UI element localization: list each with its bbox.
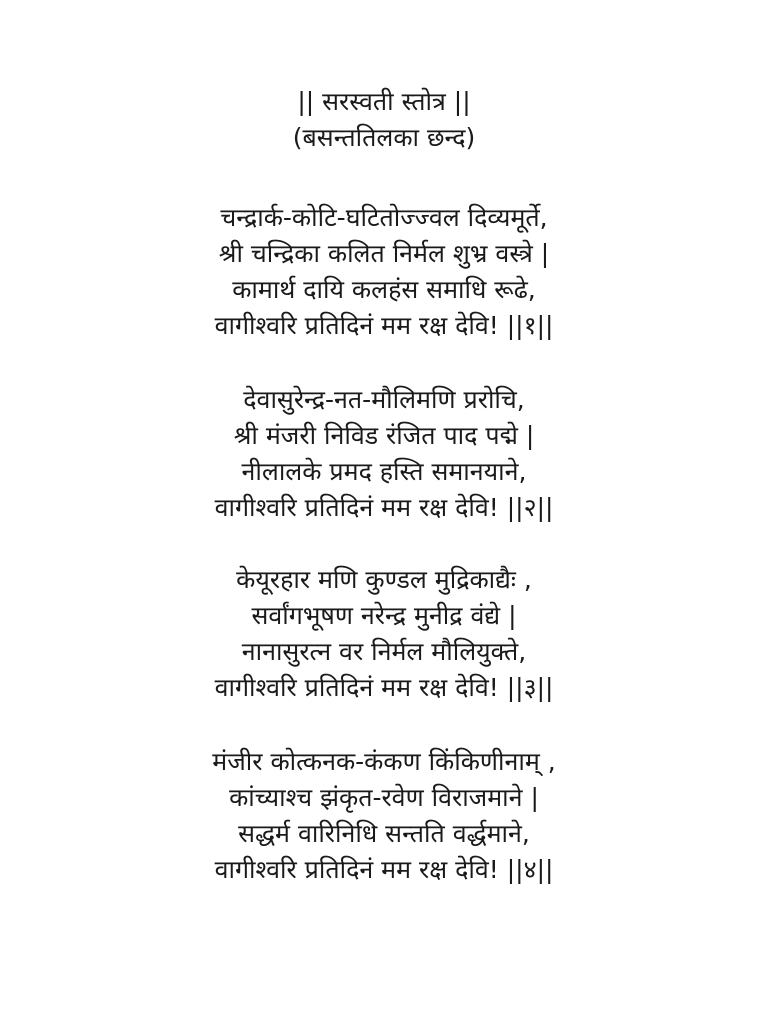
verse-line: श्री चन्द्रिका कलित निर्मल शुभ्र वस्त्रे | bbox=[218, 239, 550, 268]
verse-4 bbox=[0, 744, 768, 888]
title-block bbox=[0, 84, 768, 156]
verse-line: नीलालके प्रमद हस्ति समानयाने, bbox=[241, 457, 527, 486]
title-sub: (बसन्ततिलका छन्द) bbox=[292, 123, 476, 152]
verse-line: वागीश्वरि प्रतिदिनं मम रक्ष देवि! ||४|| bbox=[214, 855, 554, 884]
verse-line: कांच्याश्च झंकृत-रवेण विराजमाने | bbox=[229, 783, 539, 812]
verse-line: चन्द्रार्क-कोटि-घटितोज्ज्वल दिव्यमूर्ते, bbox=[220, 203, 548, 232]
verse-line: वागीश्वरि प्रतिदिनं मम रक्ष देवि! ||२|| bbox=[214, 493, 554, 522]
verse-1 bbox=[0, 200, 768, 344]
verse-3 bbox=[0, 562, 768, 706]
verse-line: सर्वांगभूषण नरेन्द्र मुनीद्र वंद्ये | bbox=[251, 601, 517, 630]
verse-line: कामार्थ दायि कलहंस समाधि रूढे, bbox=[232, 275, 536, 304]
verse-line: देवासुरेन्द्र-नत-मौलिमणि प्ररोचि, bbox=[243, 385, 525, 414]
verse-line: वागीश्वरि प्रतिदिनं मम रक्ष देवि! ||१|| bbox=[214, 311, 554, 340]
verse-2 bbox=[0, 382, 768, 526]
verse-line: नानासुरत्न वर निर्मल मौलियुक्ते, bbox=[241, 637, 527, 666]
verse-line: केयूरहार मणि कुण्डल मुद्रिकाद्यैः , bbox=[236, 565, 532, 594]
title-main: || सरस्वती स्तोत्र || bbox=[297, 87, 471, 116]
verse-line: श्री मंजरी निविड रंजित पाद पद्मे | bbox=[233, 421, 535, 450]
verse-line: सद्धर्म वारिनिधि सन्तति वर्द्धमाने, bbox=[238, 819, 530, 848]
verse-line: मंजीर कोत्कनक-कंकण किंकिणीनाम् , bbox=[212, 747, 556, 776]
verse-line: वागीश्वरि प्रतिदिनं मम रक्ष देवि! ||३|| bbox=[214, 673, 554, 702]
